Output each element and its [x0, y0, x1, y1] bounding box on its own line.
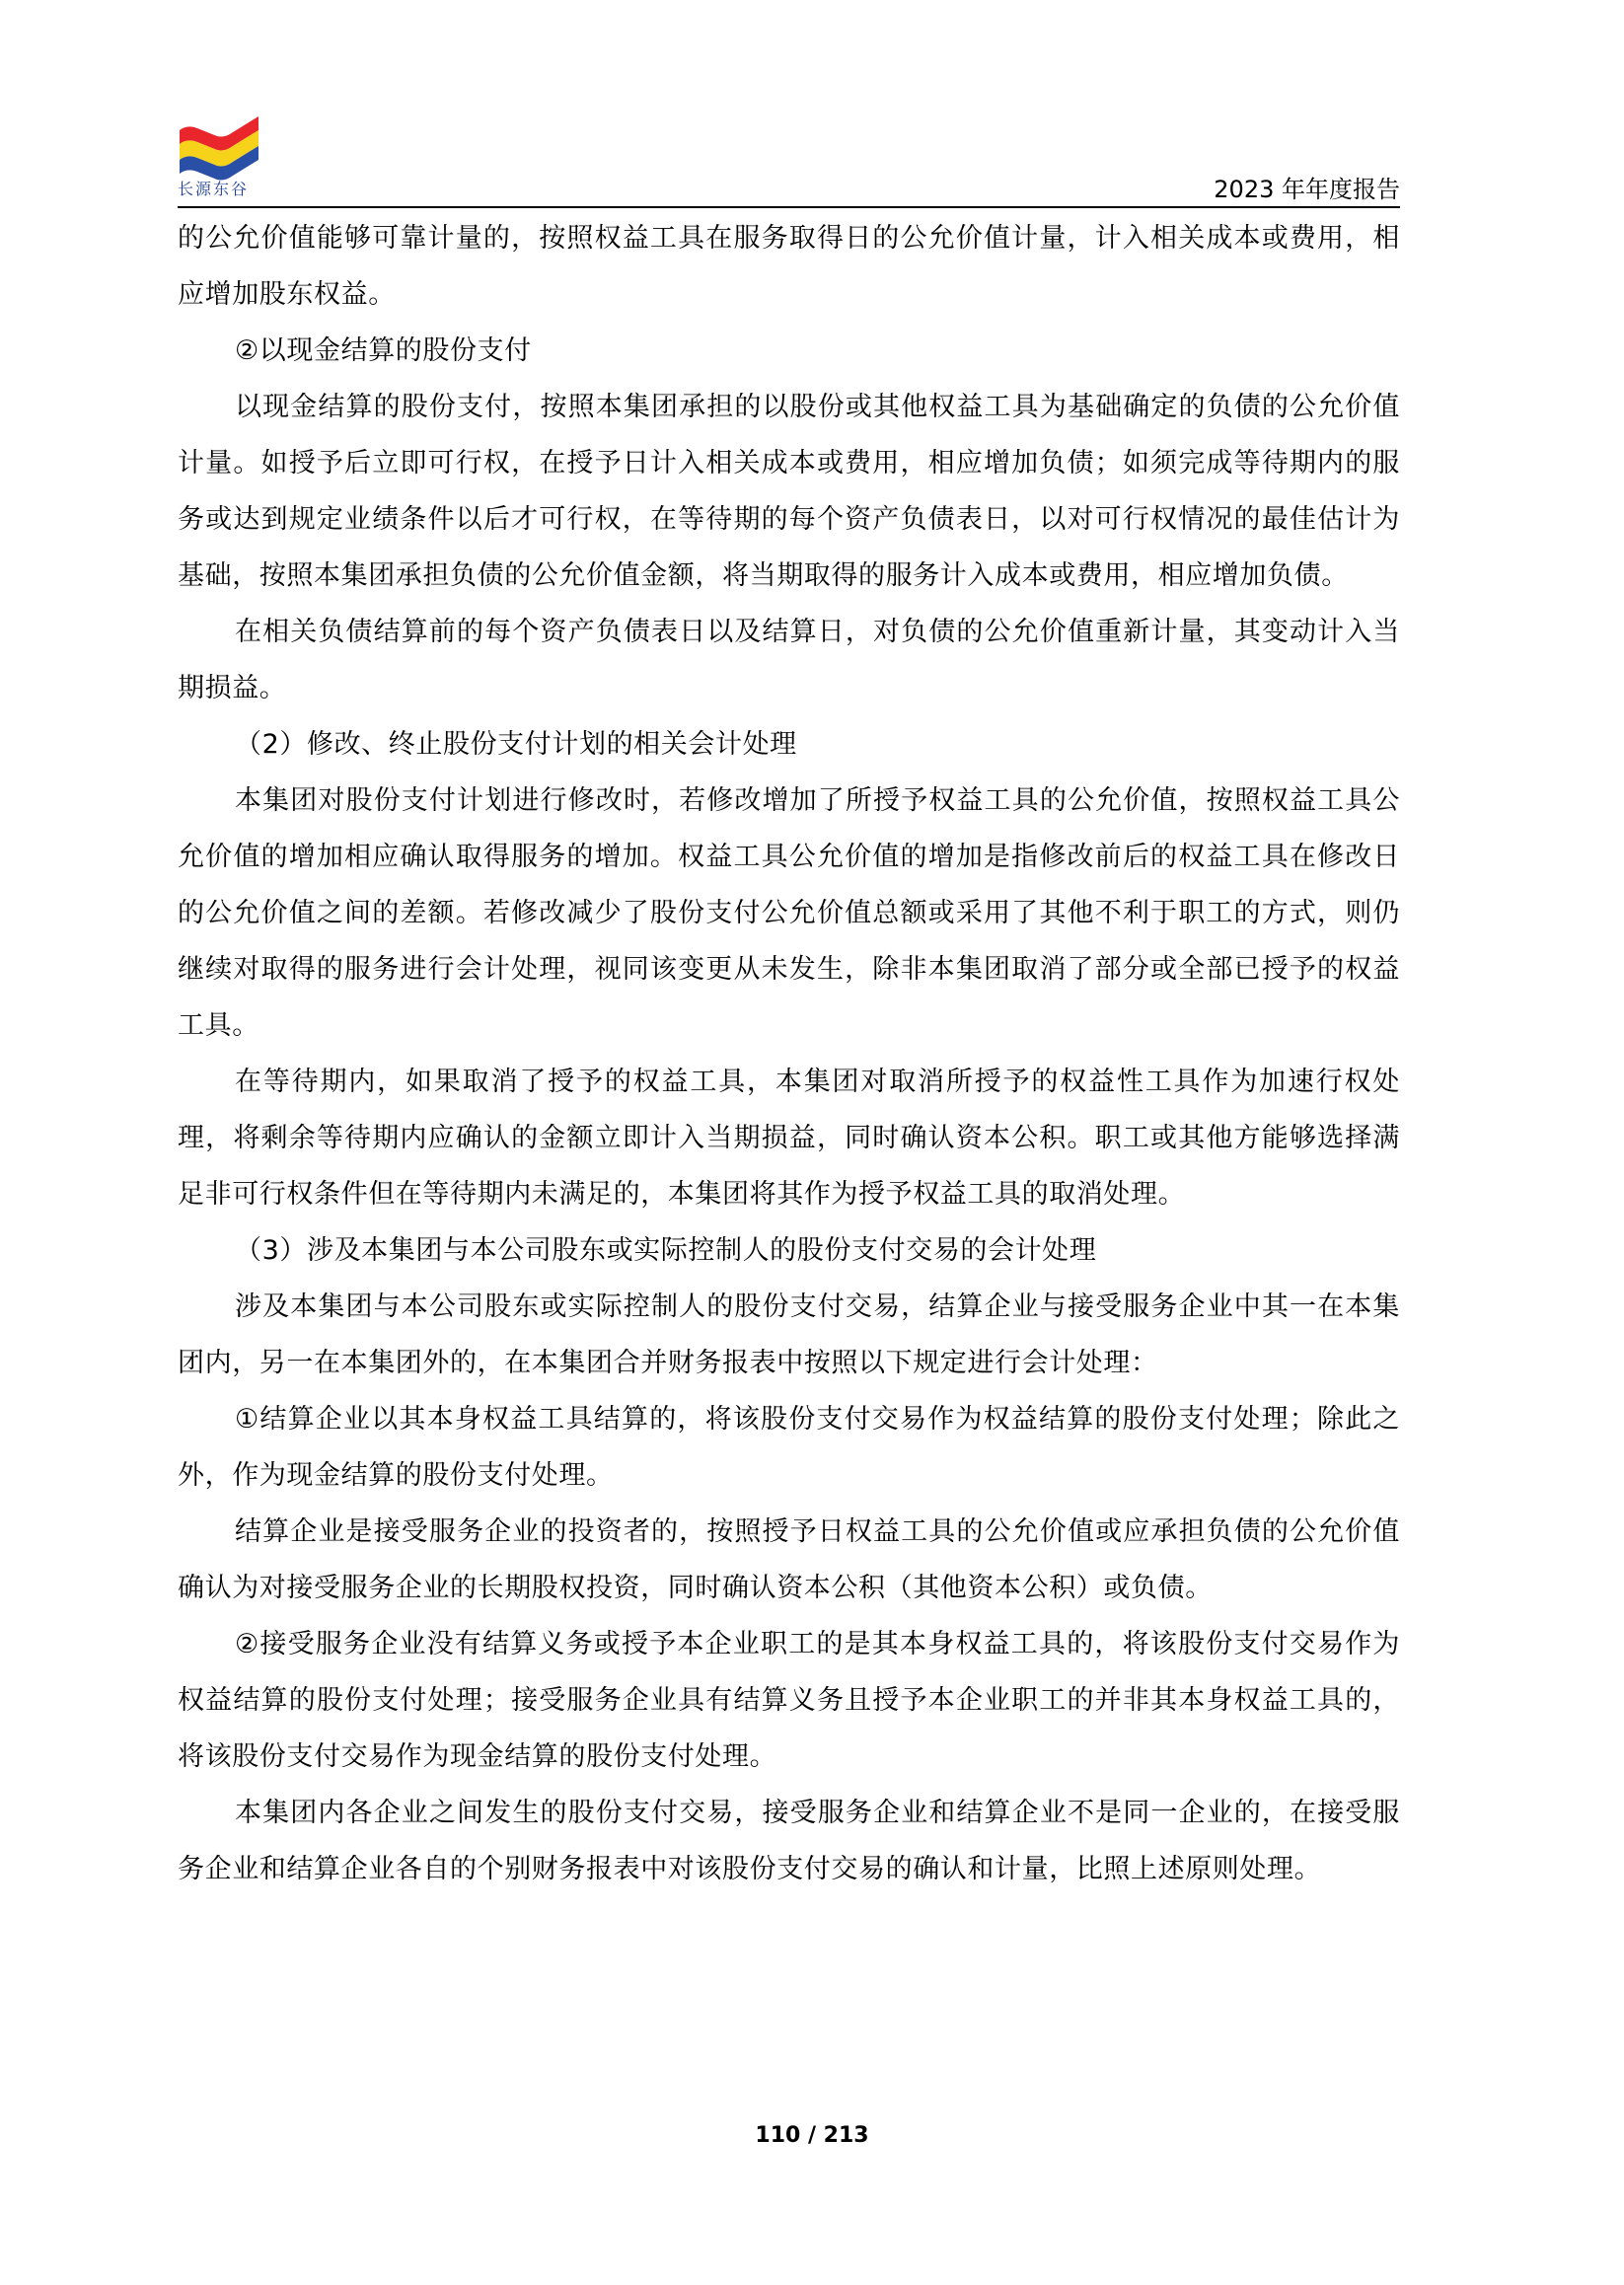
- page-number: 110 / 213: [755, 2123, 869, 2148]
- section-heading: （3）涉及本集团与本公司股东或实际控制人的股份支付交易的会计处理: [235, 1235, 1097, 1266]
- paragraph: 本集团内各企业之间发生的股份支付交易，接受服务企业和结算企业不是同一企业的，在接受服务企业和结算企业各自的个别财务报表中对该股份支付交易的确认和计量，比照上述原则处理。: [178, 1798, 1400, 1884]
- paragraph: 本集团对股份支付计划进行修改时，若修改增加了所授予权益工具的公允价值，按照权益工具公允价值的增加相应确认取得服务的增加。权益工具公允价值的增加是指修改前后的权益工具在修改日的公允价值之间的差额。若修改减少了股份支付公允价值总额或采用了其他不利于职工的方式，则仍继续对取得的服务进行会计处理，视同该变更从未发生，除非本集团取消了部分或全部已授予的权益工具。: [178, 785, 1400, 1041]
- paragraph: 涉及本集团与本公司股东或实际控制人的股份支付交易，结算企业与接受服务企业中其一在本集团内，另一在本集团外的，在本集团合并财务报表中按照以下规定进行会计处理：: [178, 1291, 1400, 1378]
- paragraph: ①结算企业以其本身权益工具结算的，将该股份支付交易作为权益结算的股份支付处理；除此之外，作为现金结算的股份支付处理。: [178, 1404, 1400, 1491]
- logo-text: 长源东谷: [178, 180, 250, 198]
- body-text: [178, 210, 1400, 1897]
- paragraph: 在相关负债结算前的每个资产负债表日以及结算日，对负债的公允价值重新计量，其变动计入当期损益。: [178, 617, 1400, 703]
- paragraph: 的公允价值能够可靠计量的，按照权益工具在服务取得日的公允价值计量，计入相关成本或费用，相应增加股东权益。: [178, 223, 1400, 310]
- paragraph: 结算企业是接受服务企业的投资者的，按照授予日权益工具的公允价值或应承担负债的公允价值确认为对接受服务企业的长期股权投资，同时确认资本公积（其他资本公积）或负债。: [178, 1516, 1400, 1603]
- sub-heading: ②以现金结算的股份支付: [235, 335, 532, 366]
- section-heading: （2）修改、终止股份支付计划的相关会计处理: [235, 729, 797, 760]
- paragraph: 在等待期内，如果取消了授予的权益工具，本集团对取消所授予的权益性工具作为加速行权处理，将剩余等待期内应确认的金额立即计入当期损益，同时确认资本公积。职工或其他方能够选择满足非可行权条件但在等待期内未满足的，本集团将其作为授予权益工具的取消处理。: [178, 1067, 1400, 1210]
- header-divider: [178, 206, 1400, 208]
- report-title: 2023 年年度报告: [1214, 176, 1400, 203]
- paragraph: ②接受服务企业没有结算义务或授予本企业职工的是其本身权益工具的，将该股份支付交易作为权益结算的股份支付处理；接受服务企业具有结算义务且授予本企业职工的并非其本身权益工具的，将该股份支付交易作为现金结算的股份支付处理。: [178, 1629, 1400, 1772]
- paragraph: 以现金结算的股份支付，按照本集团承担的以股份或其他权益工具为基础确定的负债的公允价值计量。如授予后立即可行权，在授予日计入相关成本或费用，相应增加负债；如须完成等待期内的服务或达到规定业绩条件以后才可行权，在等待期的每个资产负债表日，以对可行权情况的最佳估计为基础，按照本集团承担负债的公允价值金额，将当期取得的服务计入成本或费用，相应增加负债。: [178, 392, 1400, 591]
